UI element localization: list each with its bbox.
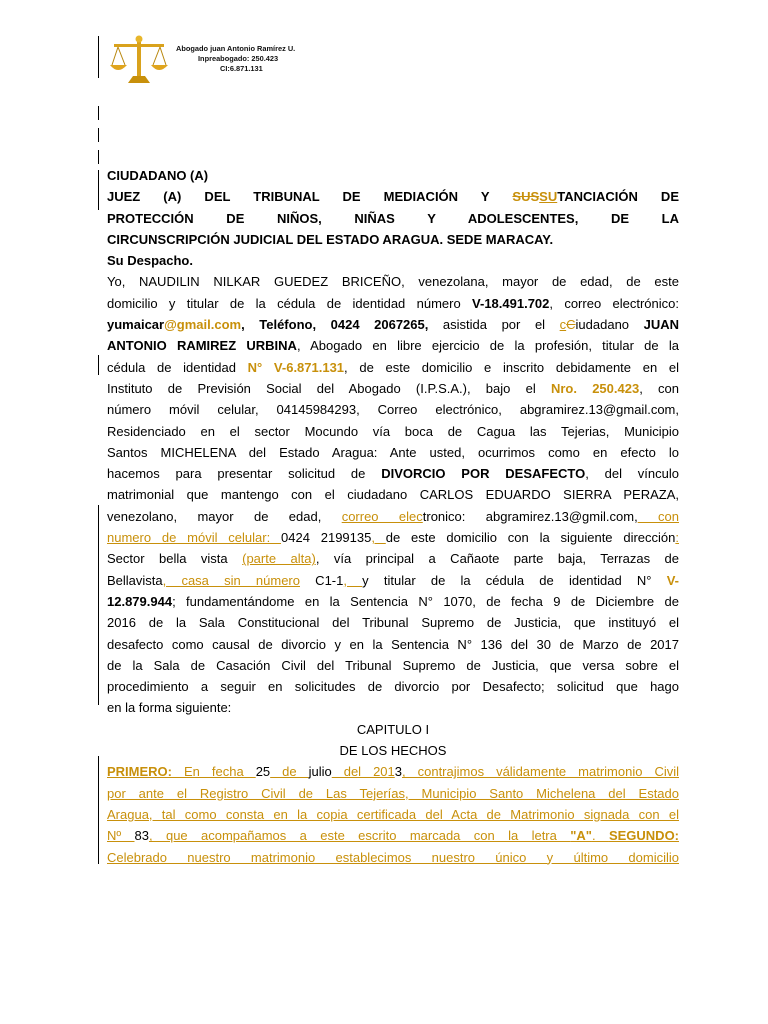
paragraph-line: por ante el Registro Civil de Las Tejerías, Municipio Santo Michelena del Estado [107, 785, 679, 801]
paragraph-line: PRIMERO: En fecha 25 de julio del 2013, contrajimos válidamente matrimonio Civil [107, 764, 679, 780]
revision-bar [98, 150, 99, 164]
paragraph-line: yumaicar@gmail.com, Teléfono, 0424 2067265, asistida por el cCiudadano JUAN [107, 317, 679, 333]
paragraph-line: matrimonial que mantengo con el ciudadano CARLOS EDUARDO SIERRA PERAZA, [107, 487, 679, 503]
lawyer-id: CI:6.871.131 [220, 64, 263, 73]
salutation: Su Despacho. [107, 253, 193, 269]
paragraph-line: Aragua, tal como consta en la copia certificada del Acta de Matrimonio signada con el [107, 806, 679, 822]
paragraph-line: Celebrado nuestro matrimonio establecimos nuestro único y último domicilio [107, 849, 679, 865]
paragraph-line: Yo, NAUDILIN NILKAR GUEDEZ BRICEÑO, venezolana, mayor de edad, de este [107, 274, 679, 290]
paragraph-line: hacemos para presentar solicitud de DIVORCIO POR DESAFECTO, del vínculo [107, 466, 679, 482]
paragraph-line: desafecto como causal de divorcio y en la Sentencia N° 136 del 30 de Marzo de 2017 [107, 636, 679, 652]
addressee-line: CIRCUNSCRIPCIÓN JUDICIAL DEL ESTADO ARAGUA. SEDE MARACAY. [107, 231, 554, 247]
paragraph-line: Residenciado en el sector Mocundo vía boca de Cagua las Tejerias, Municipio [107, 423, 679, 439]
paragraph-line: Instituto de Previsión Social del Abogado (I.P.S.A.), bajo el Nro. 250.423, con [107, 380, 679, 396]
paragraph-line: en la forma siguiente: [107, 700, 232, 716]
paragraph-line: numero de móvil celular: 0424 2199135, de este domicilio con la siguiente dirección: [107, 530, 679, 546]
paragraph-line: venezolano, mayor de edad, correo electronico: abgramirez.13@gmil.com, con [107, 508, 679, 524]
scales-of-justice-icon [108, 35, 170, 85]
document-body [107, 165, 679, 868]
letterhead-text [176, 44, 295, 74]
chapter-subheading: DE LOS HECHOS [339, 743, 447, 759]
addressee-line: PROTECCIÓN DE NIÑOS, NIÑAS Y ADOLESCENTES, DE LA [107, 210, 679, 226]
paragraph-line: Sector bella vista (parte alta), vía principal a Cañaote parte baja, Terrazas de [107, 551, 679, 567]
revision-bar [98, 170, 99, 210]
revision-bar [98, 355, 99, 375]
revision-bar [98, 128, 99, 142]
paragraph-line: número móvil celular, 04145984293, Correo electrónico, abgramirez.13@gmail.com, [107, 402, 679, 418]
revision-bar [98, 106, 99, 120]
paragraph-line: 2016 de la Sala Constitucional del Tribunal Supremo de Justicia, que instituyó el [107, 615, 679, 631]
paragraph-line: ANTONIO RAMIREZ URBINA, Abogado en libre ejercicio de la profesión, titular de la [107, 338, 679, 354]
lawyer-name: Abogado juan Antonio Ramírez U. [176, 44, 296, 53]
paragraph-line: 12.879.944; fundamentándome en la Sentencia N° 1070, de fecha 9 de Diciembre de [107, 593, 679, 609]
revision-bar [98, 505, 99, 705]
revision-bar [98, 36, 99, 78]
addressee-line: CIUDADANO (A) [107, 168, 209, 183]
inpreabogado-number: Inpreabogado: 250.423 [198, 54, 279, 63]
chapter-heading: CAPITULO I [356, 721, 430, 737]
paragraph-line: Nº 83, que acompañamos a este escrito marcada con la letra "A". SEGUNDO: [107, 828, 679, 844]
paragraph-line: cédula de identidad N° V-6.871.131, de este domicilio e inscrito debidamente en el [107, 359, 679, 375]
addressee-line: JUEZ (A) DEL TRIBUNAL DE MEDIACIÓN Y SUSSUTANCIACIÓN DE [107, 189, 679, 205]
paragraph-line: Bellavista, casa sin número C1-1, y titular de la cédula de identidad N° V- [107, 572, 679, 588]
paragraph-line: domicilio y titular de la cédula de identidad número V-18.491.702, correo electrónico: [107, 295, 679, 311]
paragraph-line: procedimiento a seguir en solicitudes de divorcio por Desafecto; solicitud que hago [107, 679, 679, 695]
paragraph-line: de la Sala de Casación Civil del Tribunal Supremo de Justicia, que versa sobre el [107, 657, 679, 673]
revision-bar [98, 756, 99, 864]
paragraph-line: Santos MICHELENA del Estado Aragua: Ante usted, ocurrimos como en efecto lo [107, 444, 679, 460]
